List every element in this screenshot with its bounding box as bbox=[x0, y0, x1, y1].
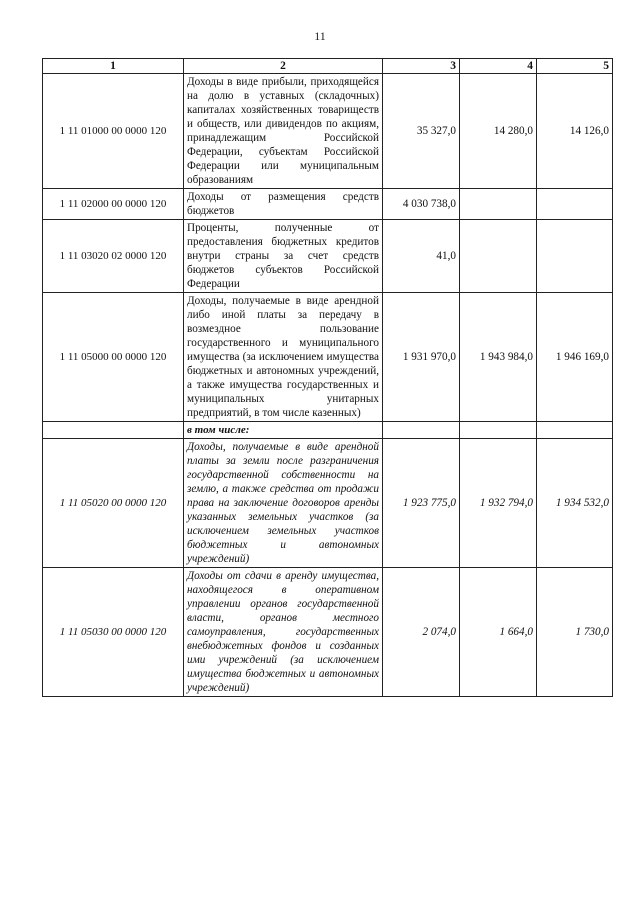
table-row bbox=[43, 568, 613, 697]
amount-col3: 35 327,0 bbox=[383, 74, 460, 189]
revenue-description: Доходы в виде прибыли, приходящейся на долю в уставных (складочных) капиталах хозяйственных товариществ и обществ, или дивидендов по акциям, принадлежащим Российской Федерации, субъектам Российской Федерации или муниципальным образованиям bbox=[184, 74, 383, 189]
revenue-table bbox=[42, 58, 613, 697]
amount-col3: 1 923 775,0 bbox=[383, 439, 460, 568]
subheading-row bbox=[43, 422, 613, 439]
amount-col4: 1 943 984,0 bbox=[460, 293, 537, 422]
budget-code: 1 11 05030 00 0000 120 bbox=[43, 568, 184, 697]
empty-cell bbox=[537, 422, 613, 439]
revenue-description: Доходы, получаемые в виде арендной либо иной платы за передачу в возмездное пользование государственного и муниципального имущества (за исключением имущества бюджетных и автономных учреждений, а также имущества государственных и муниципальных унитарных предприятий, в том числе казенных) bbox=[184, 293, 383, 422]
table-row bbox=[43, 220, 613, 293]
amount-col5 bbox=[537, 220, 613, 293]
amount-col5: 1 730,0 bbox=[537, 568, 613, 697]
empty-cell bbox=[43, 422, 184, 439]
amount-col3: 2 074,0 bbox=[383, 568, 460, 697]
column-header-5: 5 bbox=[537, 59, 613, 74]
table-row bbox=[43, 189, 613, 220]
budget-code: 1 11 03020 02 0000 120 bbox=[43, 220, 184, 293]
header-row bbox=[43, 59, 613, 74]
revenue-description: Проценты, полученные от предоставления бюджетных кредитов внутри страны за счет средств бюджетов субъектов Российской Федерации bbox=[184, 220, 383, 293]
revenue-description: Доходы от сдачи в аренду имущества, находящегося в оперативном управлении органов государственной власти, органов местного самоуправления, государственных внебюджетных фондов и созданных ими учреждений (за исключением имущества бюджетных и автономных учреждений) bbox=[184, 568, 383, 697]
amount-col4: 1 932 794,0 bbox=[460, 439, 537, 568]
column-header-3: 3 bbox=[383, 59, 460, 74]
subheading-label: в том числе: bbox=[184, 422, 383, 439]
column-header-4: 4 bbox=[460, 59, 537, 74]
amount-col5 bbox=[537, 189, 613, 220]
budget-code: 1 11 05000 00 0000 120 bbox=[43, 293, 184, 422]
budget-code: 1 11 02000 00 0000 120 bbox=[43, 189, 184, 220]
amount-col5: 1 946 169,0 bbox=[537, 293, 613, 422]
amount-col5: 14 126,0 bbox=[537, 74, 613, 189]
amount-col3: 1 931 970,0 bbox=[383, 293, 460, 422]
column-header-1: 1 bbox=[43, 59, 184, 74]
empty-cell bbox=[460, 422, 537, 439]
empty-cell bbox=[383, 422, 460, 439]
amount-col4: 14 280,0 bbox=[460, 74, 537, 189]
amount-col4: 1 664,0 bbox=[460, 568, 537, 697]
amount-col3: 41,0 bbox=[383, 220, 460, 293]
table-row bbox=[43, 439, 613, 568]
budget-code: 1 11 05020 00 0000 120 bbox=[43, 439, 184, 568]
amount-col4 bbox=[460, 189, 537, 220]
revenue-description: Доходы от размещения средств бюджетов bbox=[184, 189, 383, 220]
amount-col3: 4 030 738,0 bbox=[383, 189, 460, 220]
table-row bbox=[43, 74, 613, 189]
budget-code: 1 11 01000 00 0000 120 bbox=[43, 74, 184, 189]
table-row bbox=[43, 293, 613, 422]
amount-col4 bbox=[460, 220, 537, 293]
amount-col5: 1 934 532,0 bbox=[537, 439, 613, 568]
revenue-description: Доходы, получаемые в виде арендной платы за земли после разграничения государственной собственности на землю, а также средства от продажи права на заключение договоров аренды указанных земельных участков (за исключением земельных участков бюджетных и автономных учреждений) bbox=[184, 439, 383, 568]
page-number: 11 bbox=[314, 29, 326, 43]
column-header-2: 2 bbox=[184, 59, 383, 74]
